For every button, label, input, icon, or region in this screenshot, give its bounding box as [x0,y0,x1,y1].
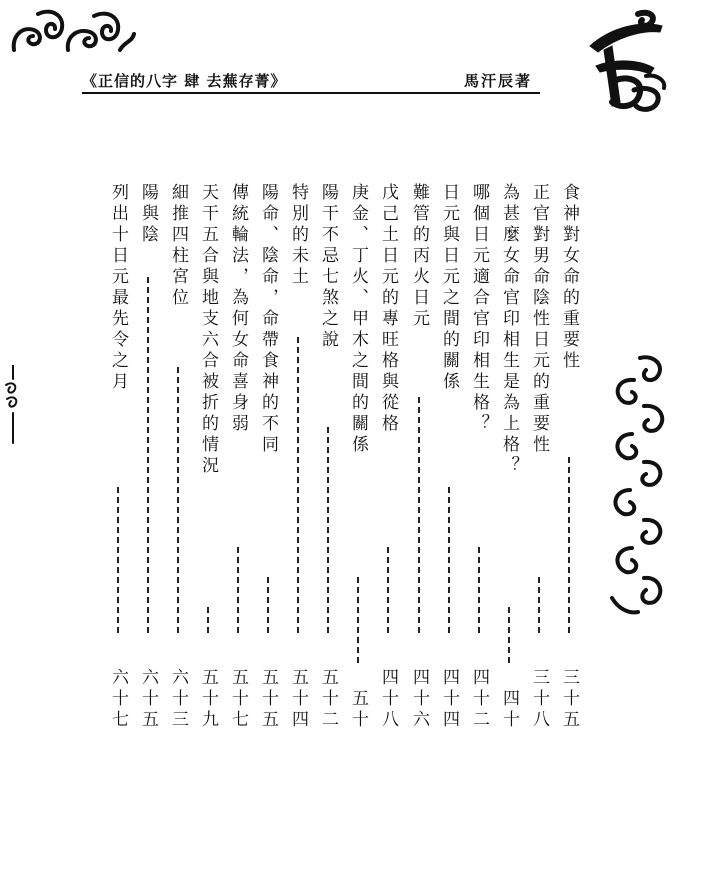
toc-entry-title: 特別的未土 [288,183,308,288]
toc-entry-page: 四十四 [439,668,459,731]
toc-entry-title: 天干五合與地支六合被折的情況 [198,183,218,477]
toc-leader-line [177,367,179,633]
toc-entry-page: 四十 [499,689,519,731]
toc-entry [526,183,552,731]
toc-entry-page: 六十三 [168,668,188,731]
toc-entry [556,183,582,731]
toc-entry-title: 庚金、丁火、甲木之間的關係 [348,183,368,456]
toc-leader-line [117,487,119,633]
toc-entry-page: 五十五 [258,668,278,731]
toc-leader-line [237,547,239,633]
toc-entry-page: 五十九 [198,668,218,731]
toc-entry-page: 五十 [348,689,368,731]
toc-entry-title: 食神對女命的重要性 [559,183,579,372]
toc-entry-page: 六十七 [108,668,128,731]
toc-entry-title: 陽與陰 [138,183,158,246]
toc-entry-page: 三十八 [529,668,549,731]
toc-entry-page: 四十八 [378,668,398,731]
toc-leader-line [297,337,299,633]
toc-leader-line [207,607,209,633]
author-name: 馬汗辰著 [463,72,532,90]
toc-leader-line [538,577,540,633]
toc-entry [255,183,281,731]
toc-entry-title: 陽命、陰命，命帶食神的不同 [258,183,278,456]
toc-entry-title: 為甚麼女命官印相生是為上格？ [499,183,519,477]
toc-entry-title: 列出十日元最先令之月 [108,183,128,393]
toc-leader-line [478,547,480,633]
toc-entry [345,183,371,731]
toc-entry [225,183,251,731]
toc-entry-page: 六十五 [138,668,158,731]
toc-entry [406,183,432,731]
toc-entry-title: 哪個日元適合官印相生格？ [469,183,489,435]
toc-entry [315,183,341,731]
toc-entry-title: 傳統輪法，為何女命喜身弱 [228,183,248,435]
toc-entry-title: 正官對男命陰性日元的重要性 [529,183,549,456]
toc-entry-page: 四十六 [409,668,429,731]
book-title: 《正信的八字 肆 去蕪存菁》 [82,72,287,90]
toc-entry-page: 四十二 [469,668,489,731]
toc-entry [496,183,522,731]
toc-entry [375,183,401,731]
toc-leader-line [147,277,149,633]
toc-leader-line [568,457,570,633]
toc-entry [285,183,311,731]
toc-entry-page: 三十五 [559,668,579,731]
toc-leader-line [327,427,329,633]
toc-entry [135,183,161,731]
toc-leader-line [267,577,269,633]
toc-entry [466,183,492,731]
toc-entry-title: 戊己土日元的專旺格與從格 [378,183,398,435]
toc-leader-line [448,487,450,633]
toc-entry-title: 細推四柱宮位 [168,183,188,309]
toc-leader-line [357,577,359,663]
toc-entry-page: 五十二 [318,668,338,731]
toc-entry-page: 五十四 [288,668,308,731]
toc-entry-page: 五十七 [228,668,248,731]
toc-entry [436,183,462,731]
toc-entry [195,183,221,731]
toc-leader-line [418,397,420,633]
toc-entry [105,183,131,731]
toc-leader-line [508,607,510,663]
toc-leader-line [387,547,389,633]
toc-entry [165,183,191,731]
toc-entry-title: 日元與日元之間的關係 [439,183,459,393]
toc-entry-title: 陽干不忌七煞之說 [318,183,338,351]
toc-entry-title: 難管的丙火日元 [409,183,429,330]
